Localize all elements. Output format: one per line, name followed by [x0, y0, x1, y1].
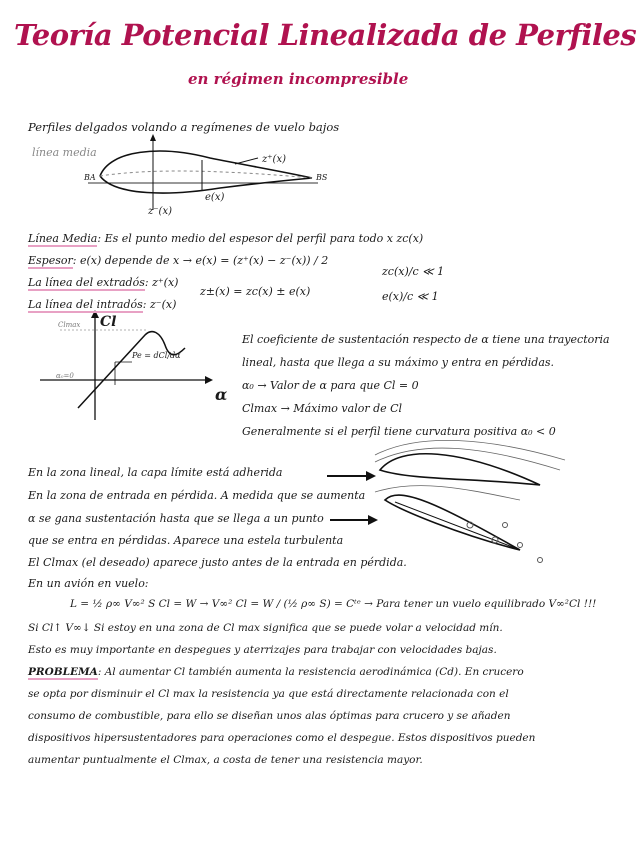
page-subtitle: en régimen incompresible	[188, 70, 409, 88]
slope-label: Pe = dCl/dα	[132, 351, 181, 360]
stall-text-1: En la zona lineal, la capa límite está adherida	[28, 466, 283, 479]
stall-text-6: En un avión en vuelo:	[28, 577, 149, 590]
alpha-axis-label: α	[215, 385, 228, 404]
lower-surface-label: z⁻(x)	[148, 206, 172, 217]
def-lower	[28, 298, 176, 311]
stall-text-5: El Clmax (el deseado) aparece justo antes de la entrada en pérdida.	[28, 556, 407, 569]
stall-text-2: En la zona de entrada en pérdida. A medida que se aumenta	[28, 489, 366, 502]
upper-term: La línea del extradós	[28, 276, 145, 289]
thickness-text: : e(x) depende de x → e(x) = (z⁺(x) − z⁻(x)) / 2	[72, 254, 329, 267]
equilibrium-equation: L = ½ ρ∞ V∞² S Cl = W → V∞² Cl = W / (½ ρ∞ S) = Cᵗᵉ → Para tener un vuelo equilibrado V∞²Cl !!!	[70, 598, 597, 610]
lower-text: : z⁻(x)	[142, 298, 177, 311]
problem-line-2: se opta por disminuir el Cl max la resistencia ya que está directamente relacionada con el	[28, 688, 509, 700]
problem-text-1: : Al aumentar Cl también aumenta la resistencia aerodinámica (Cd). En crucero	[97, 666, 524, 678]
leading-edge-label: BA	[84, 173, 96, 182]
mean-line-term: Línea Media	[28, 232, 98, 245]
condition-thickness: e(x)/c ≪ 1	[382, 290, 439, 303]
condition-camber: zc(x)/c ≪ 1	[382, 265, 445, 278]
upper-text: : z⁺(x)	[144, 276, 179, 289]
def-thickness	[28, 254, 328, 267]
problem-line-1	[28, 666, 524, 678]
stall-text-3: α se gana sustentación hasta que se llega a un punto	[28, 512, 324, 525]
lift-text-3: α₀ → Valor de α para que Cl = 0	[242, 379, 419, 392]
lift-text-1: El coeficiente de sustentación respecto de α tiene una trayectoria	[242, 333, 610, 346]
lift-text-2: lineal, hasta que llega a su máximo y entra en pérdidas.	[242, 356, 555, 369]
page-title: Teoría Potencial Linealizada de Perfiles	[14, 18, 636, 52]
problem-line-3: consumo de combustible, para ello se diseñan unos alas óptimas para crucero y se añaden	[28, 710, 511, 722]
alpha0-label: α₀=0	[56, 372, 74, 380]
cl-axis-label: Cl	[100, 314, 117, 330]
thickness-label: e(x)	[205, 192, 225, 203]
thickness-term: Espesor	[28, 254, 73, 267]
lift-text-4: Clmax → Máximo valor de Cl	[242, 402, 403, 415]
lift-text-5: Generalmente si el perfil tiene curvatura positiva α₀ < 0	[242, 425, 556, 438]
surface-relation: z±(x) = zc(x) ± e(x)	[200, 285, 311, 298]
intro-text: Perfiles delgados volando a regímenes de vuelo bajos	[28, 120, 340, 134]
important-line: Esto es muy importante en despegues y aterrizajes para trabajar con velocidades bajas.	[28, 644, 497, 656]
lower-term: La línea del intradós	[28, 298, 143, 311]
lift-curve-figure	[40, 310, 227, 420]
trailing-edge-label: BS	[316, 173, 328, 182]
problem-term: PROBLEMA	[28, 666, 98, 678]
problem-line-5: aumentar puntualmente el Clmax, a costa de tener una resistencia mayor.	[28, 754, 423, 766]
def-mean-line	[28, 232, 423, 245]
if-line: Si Cl↑ V∞↓ Si estoy en una zona de Cl max significa que se puede volar a velocidad mín.	[28, 622, 503, 634]
upper-surface-label: z⁺(x)	[262, 154, 286, 165]
stall-text-4: que se entra en pérdidas. Aparece una estela turbulenta	[28, 534, 344, 547]
clmax-label: Clmax	[58, 321, 81, 329]
problem-line-4: dispositivos hipersustentadores para operaciones como el despegue. Estos dispositivos pueden	[28, 732, 536, 744]
def-upper	[28, 276, 178, 289]
mean-line-text: : Es el punto medio del espesor del perfil para todo x zc(x)	[97, 232, 424, 245]
mean-line-label: línea media	[32, 146, 97, 159]
